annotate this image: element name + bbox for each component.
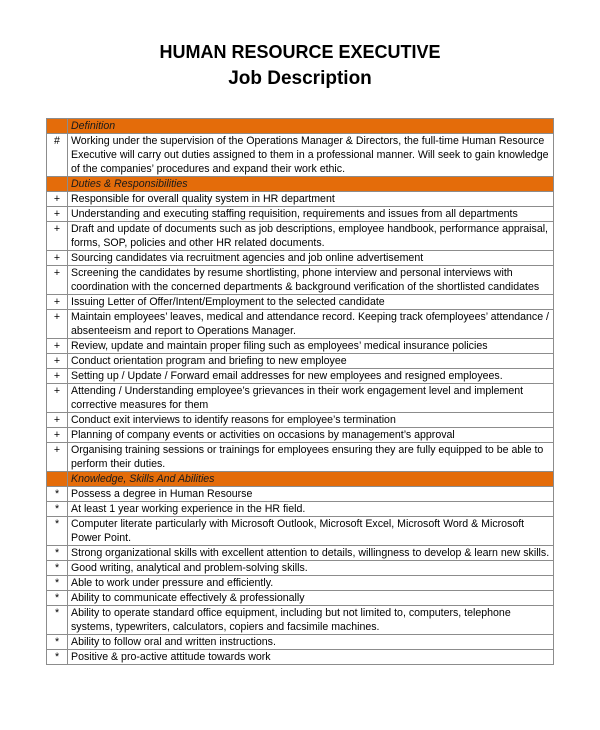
item-text: Positive & pro-active attitude towards work: [68, 650, 554, 665]
document-title: HUMAN RESOURCE EXECUTIVE: [159, 42, 441, 62]
item-text: Organising training sessions or trainings for employees ensuring they are fully equipped to be able to perform their duties.: [68, 443, 554, 472]
section-header-row: [47, 119, 554, 134]
bullet-mark: +: [47, 251, 68, 266]
table-row: [47, 384, 554, 413]
item-text: Conduct exit interviews to identify reasons for employee’s termination: [68, 413, 554, 428]
bullet-mark: +: [47, 413, 68, 428]
bullet-mark: #: [47, 134, 68, 177]
bullet-mark: +: [47, 428, 68, 443]
table-row: [47, 650, 554, 665]
table-row: [47, 222, 554, 251]
section-heading: Knowledge, Skills And Abilities: [68, 472, 554, 487]
bullet-mark: +: [47, 222, 68, 251]
table-row: [47, 369, 554, 384]
table-row: [47, 502, 554, 517]
bullet-mark: *: [47, 650, 68, 665]
section-heading: Duties & Responsibilities: [68, 177, 554, 192]
item-text: Strong organizational skills with excellent attention to details, willingness to develop & learn new skills.: [68, 546, 554, 561]
item-text: Able to work under pressure and efficiently.: [68, 576, 554, 591]
item-text: Setting up / Update / Forward email addresses for new employees and resigned employees.: [68, 369, 554, 384]
bullet-mark: +: [47, 339, 68, 354]
section-heading: Definition: [68, 119, 554, 134]
table-row: [47, 207, 554, 222]
table-row: [47, 443, 554, 472]
item-text: Screening the candidates by resume shortlisting, phone interview and personal interviews with coordination with the concerned departments & background verification of the shortlisted candidates: [68, 266, 554, 295]
item-text: Possess a degree in Human Resourse: [68, 487, 554, 502]
item-text: Sourcing candidates via recruitment agencies and job online advertisement: [68, 251, 554, 266]
bullet-mark: +: [47, 369, 68, 384]
item-text: Ability to communicate effectively & professionally: [68, 591, 554, 606]
bullet-mark: *: [47, 561, 68, 576]
item-text: Understanding and executing staffing requisition, requirements and issues from all departments: [68, 207, 554, 222]
table-row: [47, 591, 554, 606]
table-row: [47, 413, 554, 428]
table-row: [47, 354, 554, 369]
item-text: Responsible for overall quality system in HR department: [68, 192, 554, 207]
bullet-mark: *: [47, 502, 68, 517]
bullet-mark: *: [47, 606, 68, 635]
item-text: Maintain employees’ leaves, medical and attendance record. Keeping track ofemployees’ attendance / absenteeism and report to Operations Manager.: [68, 310, 554, 339]
bullet-mark: +: [47, 310, 68, 339]
bullet-mark: *: [47, 591, 68, 606]
section-header-row: [47, 177, 554, 192]
document-subtitle: Job Description: [228, 68, 372, 89]
section-header-row: [47, 472, 554, 487]
table-row: [47, 546, 554, 561]
item-text: Attending / Understanding employee’s grievances in their work engagement level and implement corrective measures for them: [68, 384, 554, 413]
table-row: [47, 310, 554, 339]
table-row: [47, 576, 554, 591]
table-row: [47, 266, 554, 295]
bullet-mark: +: [47, 207, 68, 222]
table-row: [47, 428, 554, 443]
item-text: Computer literate particularly with Microsoft Outlook, Microsoft Excel, Microsoft Word & Microsoft Power Point.: [68, 517, 554, 546]
table-row: [47, 295, 554, 310]
bullet-mark: *: [47, 546, 68, 561]
bullet-mark: +: [47, 295, 68, 310]
section-header-marker-cell: [47, 177, 68, 192]
bullet-mark: +: [47, 443, 68, 472]
item-text: Draft and update of documents such as job descriptions, employee handbook, performance appraisal, forms, SOP, policies and other HR related documents.: [68, 222, 554, 251]
item-text: Conduct orientation program and briefing to new employee: [68, 354, 554, 369]
bullet-mark: *: [47, 576, 68, 591]
section-header-marker-cell: [47, 472, 68, 487]
item-text: Planning of company events or activities on occasions by management’s approval: [68, 428, 554, 443]
item-text: Ability to follow oral and written instructions.: [68, 635, 554, 650]
item-text: Ability to operate standard office equipment, including but not limited to, computers, telephone systems, typewriters, calculators, copiers and facsimile machines.: [68, 606, 554, 635]
table-row: [47, 251, 554, 266]
table-row: [47, 561, 554, 576]
table-row: [47, 517, 554, 546]
table-row: [47, 487, 554, 502]
item-text: At least 1 year working experience in the HR field.: [68, 502, 554, 517]
item-text: Good writing, analytical and problem-solving skills.: [68, 561, 554, 576]
table-row: [47, 134, 554, 177]
bullet-mark: +: [47, 192, 68, 207]
bullet-mark: *: [47, 635, 68, 650]
bullet-mark: *: [47, 517, 68, 546]
item-text: Review, update and maintain proper filing such as employees’ medical insurance policies: [68, 339, 554, 354]
bullet-mark: *: [47, 487, 68, 502]
bullet-mark: +: [47, 354, 68, 369]
bullet-mark: +: [47, 384, 68, 413]
bullet-mark: +: [47, 266, 68, 295]
section-header-marker-cell: [47, 119, 68, 134]
item-text: Working under the supervision of the Operations Manager & Directors, the full-time Human Resource Executive will carry out duties assigned to them in a professional manner. Will seek to gain knowledge of the companies’ procedures and expand their work ethic.: [68, 134, 554, 177]
table-row: [47, 339, 554, 354]
job-description-table: [46, 118, 554, 665]
table-row: [47, 606, 554, 635]
item-text: Issuing Letter of Offer/Intent/Employment to the selected candidate: [68, 295, 554, 310]
table-row: [47, 635, 554, 650]
table-row: [47, 192, 554, 207]
